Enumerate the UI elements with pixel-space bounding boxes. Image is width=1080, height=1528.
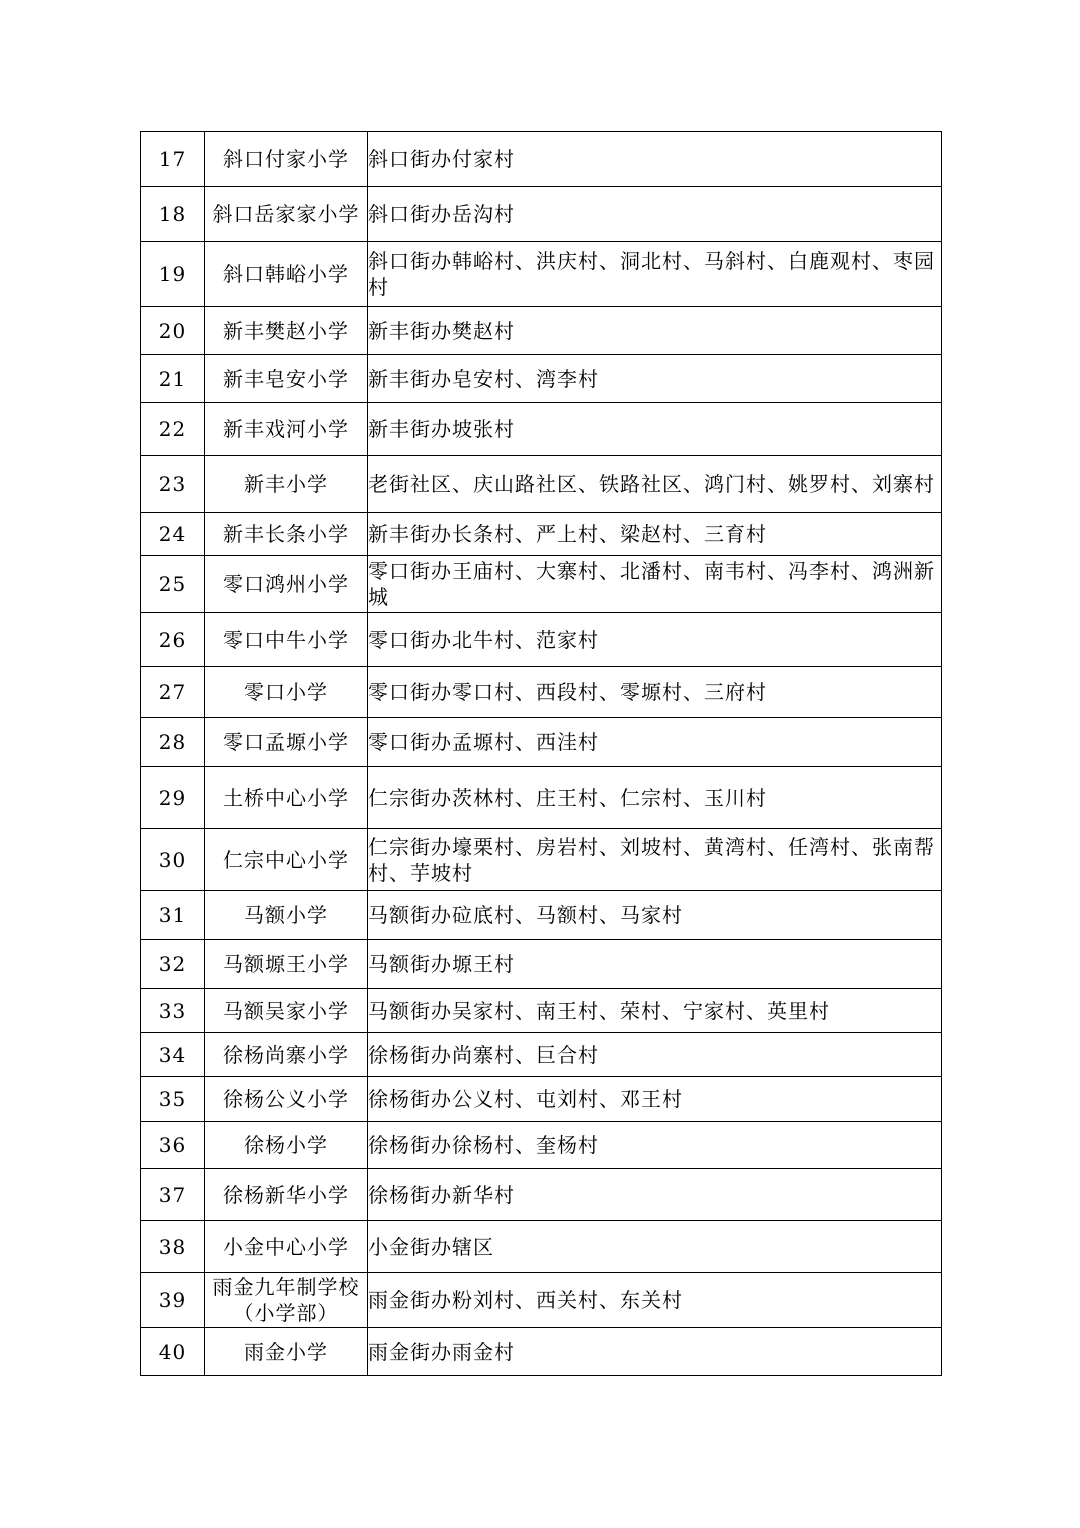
row-number: 36 — [141, 1122, 205, 1169]
school-name: 仁宗中心小学 — [205, 829, 368, 891]
row-number: 20 — [141, 307, 205, 355]
catchment-area: 马额街办砬底村、马额村、马家村 — [368, 891, 942, 940]
row-number: 23 — [141, 456, 205, 513]
row-number: 30 — [141, 829, 205, 891]
school-name: 马额小学 — [205, 891, 368, 940]
table-row — [141, 1033, 942, 1077]
school-name: 雨金小学 — [205, 1328, 368, 1376]
row-number: 25 — [141, 556, 205, 613]
school-name: 马额吴家小学 — [205, 989, 368, 1033]
table-row — [141, 767, 942, 829]
row-number: 39 — [141, 1273, 205, 1328]
catchment-area: 仁宗街办壕栗村、房岩村、刘坡村、黄湾村、任湾村、张南帮村、芋坡村 — [368, 829, 942, 891]
catchment-area: 斜口街办付家村 — [368, 132, 942, 187]
school-name: 新丰长条小学 — [205, 513, 368, 556]
school-name: 斜口韩峪小学 — [205, 242, 368, 307]
catchment-area: 雨金街办雨金村 — [368, 1328, 942, 1376]
catchment-area: 新丰街办长条村、严上村、梁赵村、三育村 — [368, 513, 942, 556]
row-number: 38 — [141, 1221, 205, 1273]
catchment-area: 徐杨街办尚寨村、巨合村 — [368, 1033, 942, 1077]
row-number: 31 — [141, 891, 205, 940]
table-row — [141, 1077, 942, 1122]
catchment-area: 徐杨街办公义村、屯刘村、邓王村 — [368, 1077, 942, 1122]
school-name: 雨金九年制学校（小学部） — [205, 1273, 368, 1328]
catchment-area: 小金街办辖区 — [368, 1221, 942, 1273]
school-name: 徐杨小学 — [205, 1122, 368, 1169]
table-row — [141, 613, 942, 667]
catchment-area: 零口街办王庙村、大寨村、北潘村、南韦村、冯李村、鸿洲新城 — [368, 556, 942, 613]
row-number: 29 — [141, 767, 205, 829]
row-number: 35 — [141, 1077, 205, 1122]
table-row — [141, 132, 942, 187]
table-row — [141, 829, 942, 891]
catchment-area: 新丰街办皂安村、湾李村 — [368, 355, 942, 403]
table-row — [141, 891, 942, 940]
catchment-area: 徐杨街办新华村 — [368, 1169, 942, 1221]
school-name: 零口孟塬小学 — [205, 718, 368, 767]
school-name: 土桥中心小学 — [205, 767, 368, 829]
school-name: 斜口付家小学 — [205, 132, 368, 187]
catchment-area: 新丰街办坡张村 — [368, 403, 942, 456]
catchment-area: 零口街办北牛村、范家村 — [368, 613, 942, 667]
school-name: 徐杨公义小学 — [205, 1077, 368, 1122]
school-name: 斜口岳家家小学 — [205, 187, 368, 242]
school-name: 小金中心小学 — [205, 1221, 368, 1273]
row-number: 27 — [141, 667, 205, 718]
row-number: 19 — [141, 242, 205, 307]
table-row — [141, 456, 942, 513]
table-row — [141, 718, 942, 767]
row-number: 24 — [141, 513, 205, 556]
catchment-area: 仁宗街办茨林村、庄王村、仁宗村、玉川村 — [368, 767, 942, 829]
catchment-area: 马额街办吴家村、南王村、荣村、宁家村、英里村 — [368, 989, 942, 1033]
table-row — [141, 403, 942, 456]
row-number: 21 — [141, 355, 205, 403]
school-name: 零口小学 — [205, 667, 368, 718]
table-row — [141, 556, 942, 613]
table-row — [141, 1122, 942, 1169]
school-district-table — [140, 131, 942, 1376]
row-number: 40 — [141, 1328, 205, 1376]
catchment-area: 徐杨街办徐杨村、奎杨村 — [368, 1122, 942, 1169]
catchment-area: 新丰街办樊赵村 — [368, 307, 942, 355]
school-name: 新丰戏河小学 — [205, 403, 368, 456]
row-number: 17 — [141, 132, 205, 187]
row-number: 28 — [141, 718, 205, 767]
row-number: 34 — [141, 1033, 205, 1077]
school-name: 零口中牛小学 — [205, 613, 368, 667]
table-row — [141, 307, 942, 355]
table-row — [141, 513, 942, 556]
catchment-area: 老街社区、庆山路社区、铁路社区、鸿门村、姚罗村、刘寨村 — [368, 456, 942, 513]
table-row — [141, 187, 942, 242]
school-name: 零口鸿州小学 — [205, 556, 368, 613]
table-row — [141, 940, 942, 989]
catchment-area: 马额街办塬王村 — [368, 940, 942, 989]
row-number: 18 — [141, 187, 205, 242]
row-number: 32 — [141, 940, 205, 989]
row-number: 22 — [141, 403, 205, 456]
row-number: 26 — [141, 613, 205, 667]
table-row — [141, 989, 942, 1033]
catchment-area: 雨金街办粉刘村、西关村、东关村 — [368, 1273, 942, 1328]
school-name: 新丰皂安小学 — [205, 355, 368, 403]
table-body — [141, 132, 942, 1376]
row-number: 37 — [141, 1169, 205, 1221]
row-number: 33 — [141, 989, 205, 1033]
catchment-area: 零口街办孟塬村、西洼村 — [368, 718, 942, 767]
table-row — [141, 667, 942, 718]
table-row — [141, 1273, 942, 1328]
table-row — [141, 355, 942, 403]
table-row — [141, 242, 942, 307]
school-name: 新丰小学 — [205, 456, 368, 513]
school-name: 徐杨尚寨小学 — [205, 1033, 368, 1077]
catchment-area: 斜口街办韩峪村、洪庆村、洞北村、马斜村、白鹿观村、枣园村 — [368, 242, 942, 307]
catchment-area: 斜口街办岳沟村 — [368, 187, 942, 242]
table-row — [141, 1328, 942, 1376]
school-name: 新丰樊赵小学 — [205, 307, 368, 355]
table-row — [141, 1169, 942, 1221]
table-row — [141, 1221, 942, 1273]
school-name: 徐杨新华小学 — [205, 1169, 368, 1221]
school-name: 马额塬王小学 — [205, 940, 368, 989]
catchment-area: 零口街办零口村、西段村、零塬村、三府村 — [368, 667, 942, 718]
